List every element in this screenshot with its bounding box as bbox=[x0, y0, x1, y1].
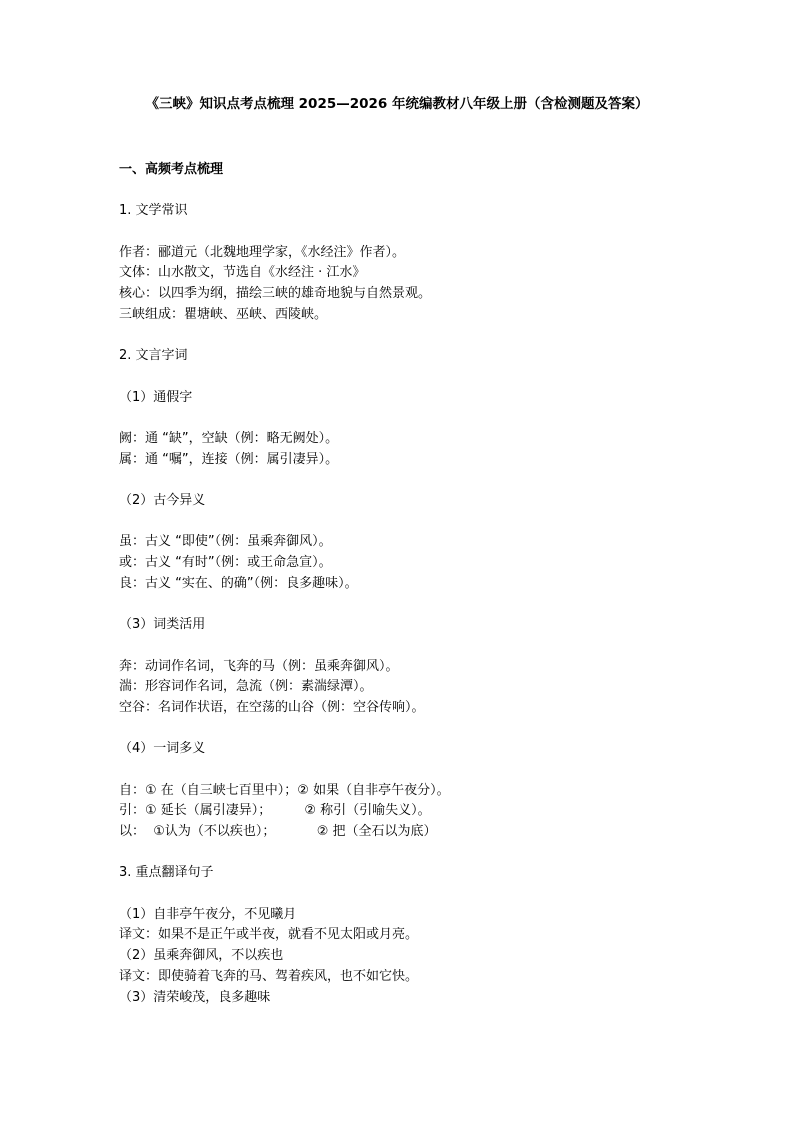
item-heading-tongjiazi: （1）通假字 bbox=[119, 389, 193, 405]
section-heading: 一、高频考点梳理 bbox=[119, 162, 224, 177]
paragraph-line: 文体：山水散文，节选自《水经注 · 江水》 bbox=[119, 265, 366, 281]
paragraph-line: （1）自非亭午夜分，不见曦月 bbox=[119, 906, 297, 922]
item-heading-cilei: （3）词类活用 bbox=[119, 617, 206, 633]
paragraph-line: 以： ①认为（不以疾也）； ② 把（全石以为底） bbox=[119, 824, 437, 839]
paragraph-line: 自：① 在（自三峡七百里中）；② 如果（自非亭午夜分）。 bbox=[119, 782, 450, 798]
paragraph-line: 三峡组成：瞿塘峡、巫峡、西陵峡。 bbox=[119, 306, 328, 322]
paragraph-line: 空谷：名词作状语，在空荡的山谷（例：空谷传响）。 bbox=[119, 699, 425, 715]
item-heading-gujin: （2）古今异义 bbox=[119, 493, 206, 508]
paragraph-line: （2）虽乘奔御风，不以疾也 bbox=[119, 948, 284, 964]
paragraph-line: 湍：形容词作名词，急流（例：素湍绿潭）。 bbox=[119, 679, 373, 695]
paragraph-line: 引：① 延长（属引凄异）； ② 称引（引喻失义）。 bbox=[119, 803, 431, 819]
paragraph-line: 虽：古义 “即使”（例：虽乘奔御风）。 bbox=[119, 534, 332, 550]
paragraph-line: 作者：郦道元（北魏地理学家，《水经注》作者）。 bbox=[119, 244, 406, 260]
paragraph-line: 阙：通 “缺”，空缺（例：略无阙处）。 bbox=[119, 430, 339, 446]
subsection-heading-classical: 2. 文言字词 bbox=[119, 348, 188, 364]
item-heading-yiciduoyi: （4）一词多义 bbox=[119, 741, 206, 757]
paragraph-line: 属：通 “嘱”，连接（例：属引凄异）。 bbox=[119, 451, 339, 467]
document-title: 《三峡》知识点考点梳理 2025—2026 年统编教材八年级上册（含检测题及答案） bbox=[145, 96, 649, 112]
paragraph-line: 译文：即使骑着飞奔的马、驾着疾风，也不如它快。 bbox=[119, 968, 419, 984]
paragraph-line: 译文：如果不是正午或半夜，就看不见太阳或月亮。 bbox=[119, 927, 419, 943]
paragraph-line: （3）清荣峻茂，良多趣味 bbox=[119, 989, 271, 1005]
paragraph-line: 奔：动词作名词，飞奔的马（例：虽乘奔御风）。 bbox=[119, 658, 399, 674]
paragraph-line: 核心：以四季为纲，描绘三峡的雄奇地貌与自然景观。 bbox=[119, 286, 432, 302]
paragraph-line: 或：古义 “有时”（例：或王命急宣）。 bbox=[119, 555, 332, 571]
subsection-heading-translation: 3. 重点翻译句子 bbox=[119, 865, 214, 881]
paragraph-line: 良：古义 “实在、的确”（例：良多趣味）。 bbox=[119, 575, 358, 591]
subsection-heading-literature: 1. 文学常识 bbox=[119, 203, 188, 219]
document-body bbox=[119, 160, 759, 1008]
